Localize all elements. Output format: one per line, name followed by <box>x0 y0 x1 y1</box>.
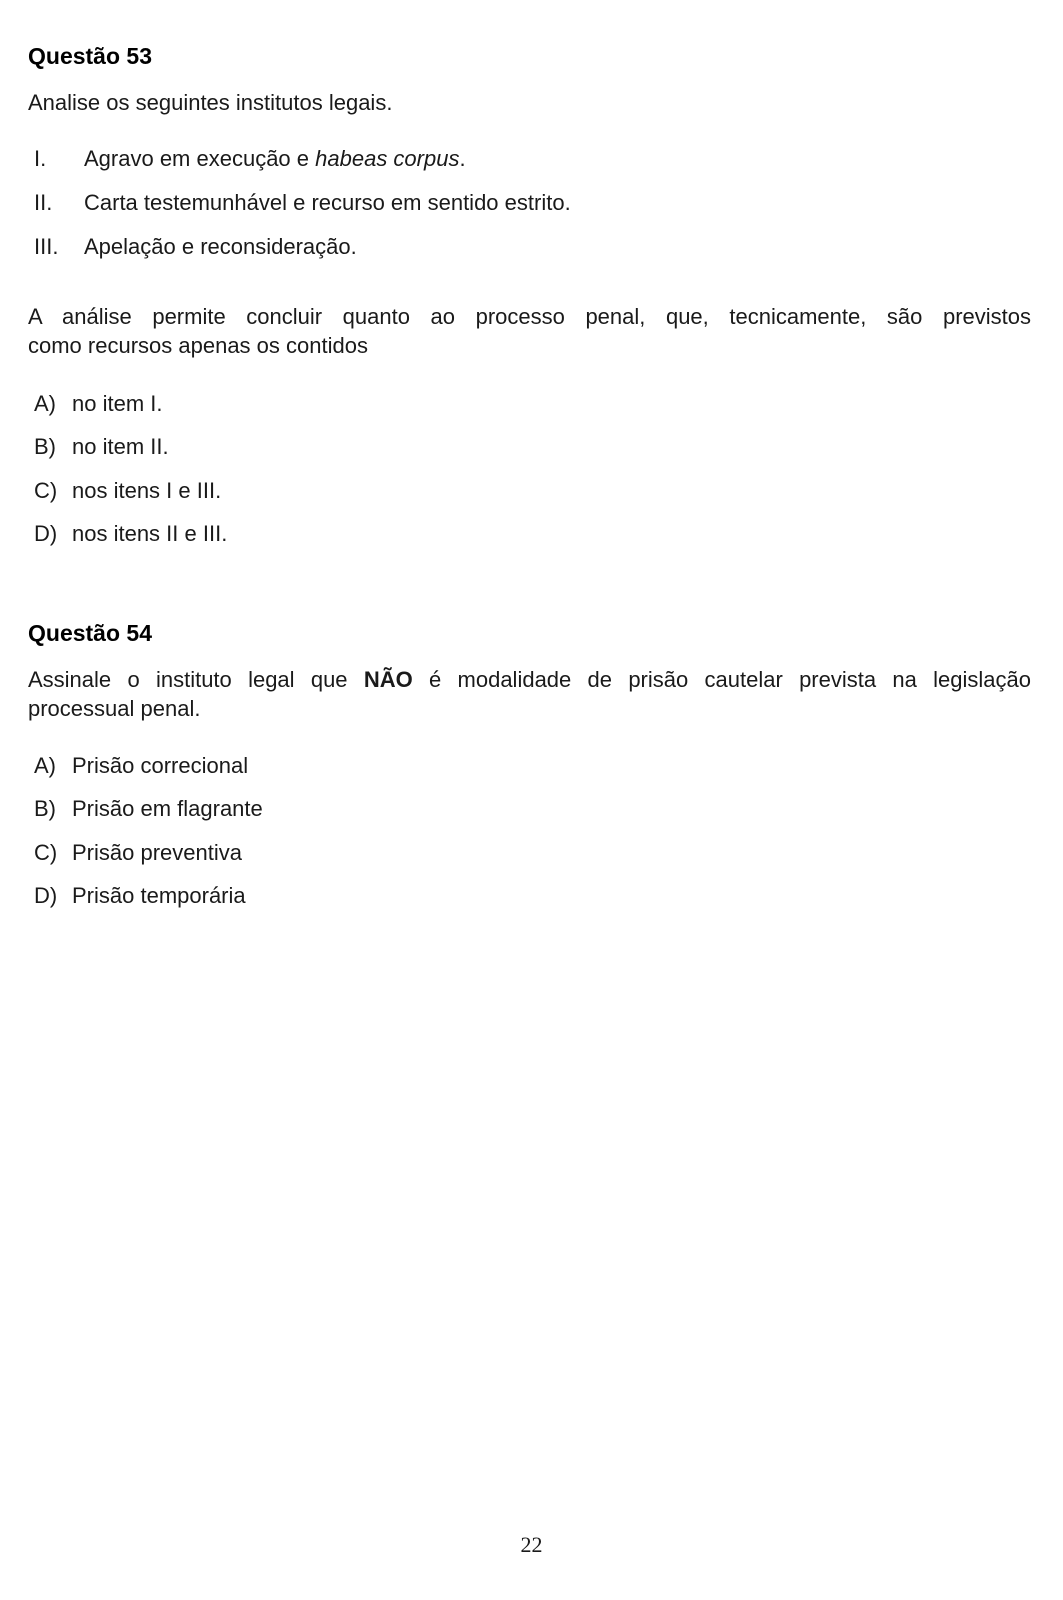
alternative-option[interactable] <box>34 519 227 562</box>
roman-item <box>34 144 571 188</box>
roman-item-text: Apelação e reconsideração. <box>84 234 357 259</box>
alternative-option[interactable] <box>34 751 263 794</box>
roman-item <box>34 232 571 276</box>
alternative-text: Prisão correcional <box>72 753 249 778</box>
alternative-text: no item I. <box>72 391 163 416</box>
statement-line: A análise permite concluir quanto ao processo penal, que, tecnicamente, são previstos <box>28 304 1031 329</box>
page-number: 22 <box>520 1532 543 1557</box>
italic-term: habeas corpus <box>315 146 460 171</box>
roman-numeral: I. <box>34 146 47 171</box>
alternative-letter: D) <box>34 882 58 908</box>
alternative-text: nos itens II e III. <box>72 520 228 546</box>
question-53-title: Questão 53 <box>28 43 152 69</box>
alternative-option[interactable] <box>34 432 227 475</box>
alternative-letter: C) <box>34 839 58 865</box>
roman-item-text: Carta testemunhável e recurso em sentido estrito. <box>84 190 571 215</box>
alternative-text: Prisão temporária <box>72 882 246 908</box>
roman-item <box>34 188 571 232</box>
alternative-letter: A) <box>34 753 56 778</box>
roman-numeral: II. <box>34 190 53 215</box>
emphasis-bold: NÃO <box>363 667 413 692</box>
question-53-alternatives <box>34 389 227 562</box>
statement-line: como recursos apenas os contidos <box>28 333 368 358</box>
alternative-text: no item II. <box>72 434 169 460</box>
alternative-text: Prisão em flagrante <box>72 796 263 822</box>
question-53-statement <box>28 302 1031 360</box>
alternative-letter: A) <box>34 391 56 416</box>
statement-line: processual penal. <box>28 696 201 721</box>
question-53-items <box>34 144 571 276</box>
question-53-intro: Analise os seguintes institutos legais. <box>28 90 393 115</box>
alternative-option[interactable] <box>34 838 263 881</box>
roman-numeral: III. <box>34 234 59 259</box>
alternative-option[interactable] <box>34 476 227 519</box>
question-54-alternatives <box>34 751 263 924</box>
alternative-option[interactable] <box>34 881 263 924</box>
alternative-text: nos itens I e III. <box>72 477 222 503</box>
alternative-letter: C) <box>34 477 58 503</box>
alternative-option[interactable] <box>34 794 263 837</box>
alternative-letter: B) <box>34 434 56 460</box>
alternative-letter: D) <box>34 520 58 546</box>
alternative-option[interactable] <box>34 389 227 432</box>
question-54-title: Questão 54 <box>28 620 152 646</box>
alternative-text: Prisão preventiva <box>72 839 242 865</box>
statement-line: Assinale o instituto legal que NÃO é modalidade de prisão cautelar prevista na legislação <box>28 667 1031 692</box>
alternative-letter: B) <box>34 796 56 822</box>
question-54-statement <box>28 665 1031 723</box>
roman-item-text: Agravo em execução e habeas corpus. <box>84 146 466 171</box>
